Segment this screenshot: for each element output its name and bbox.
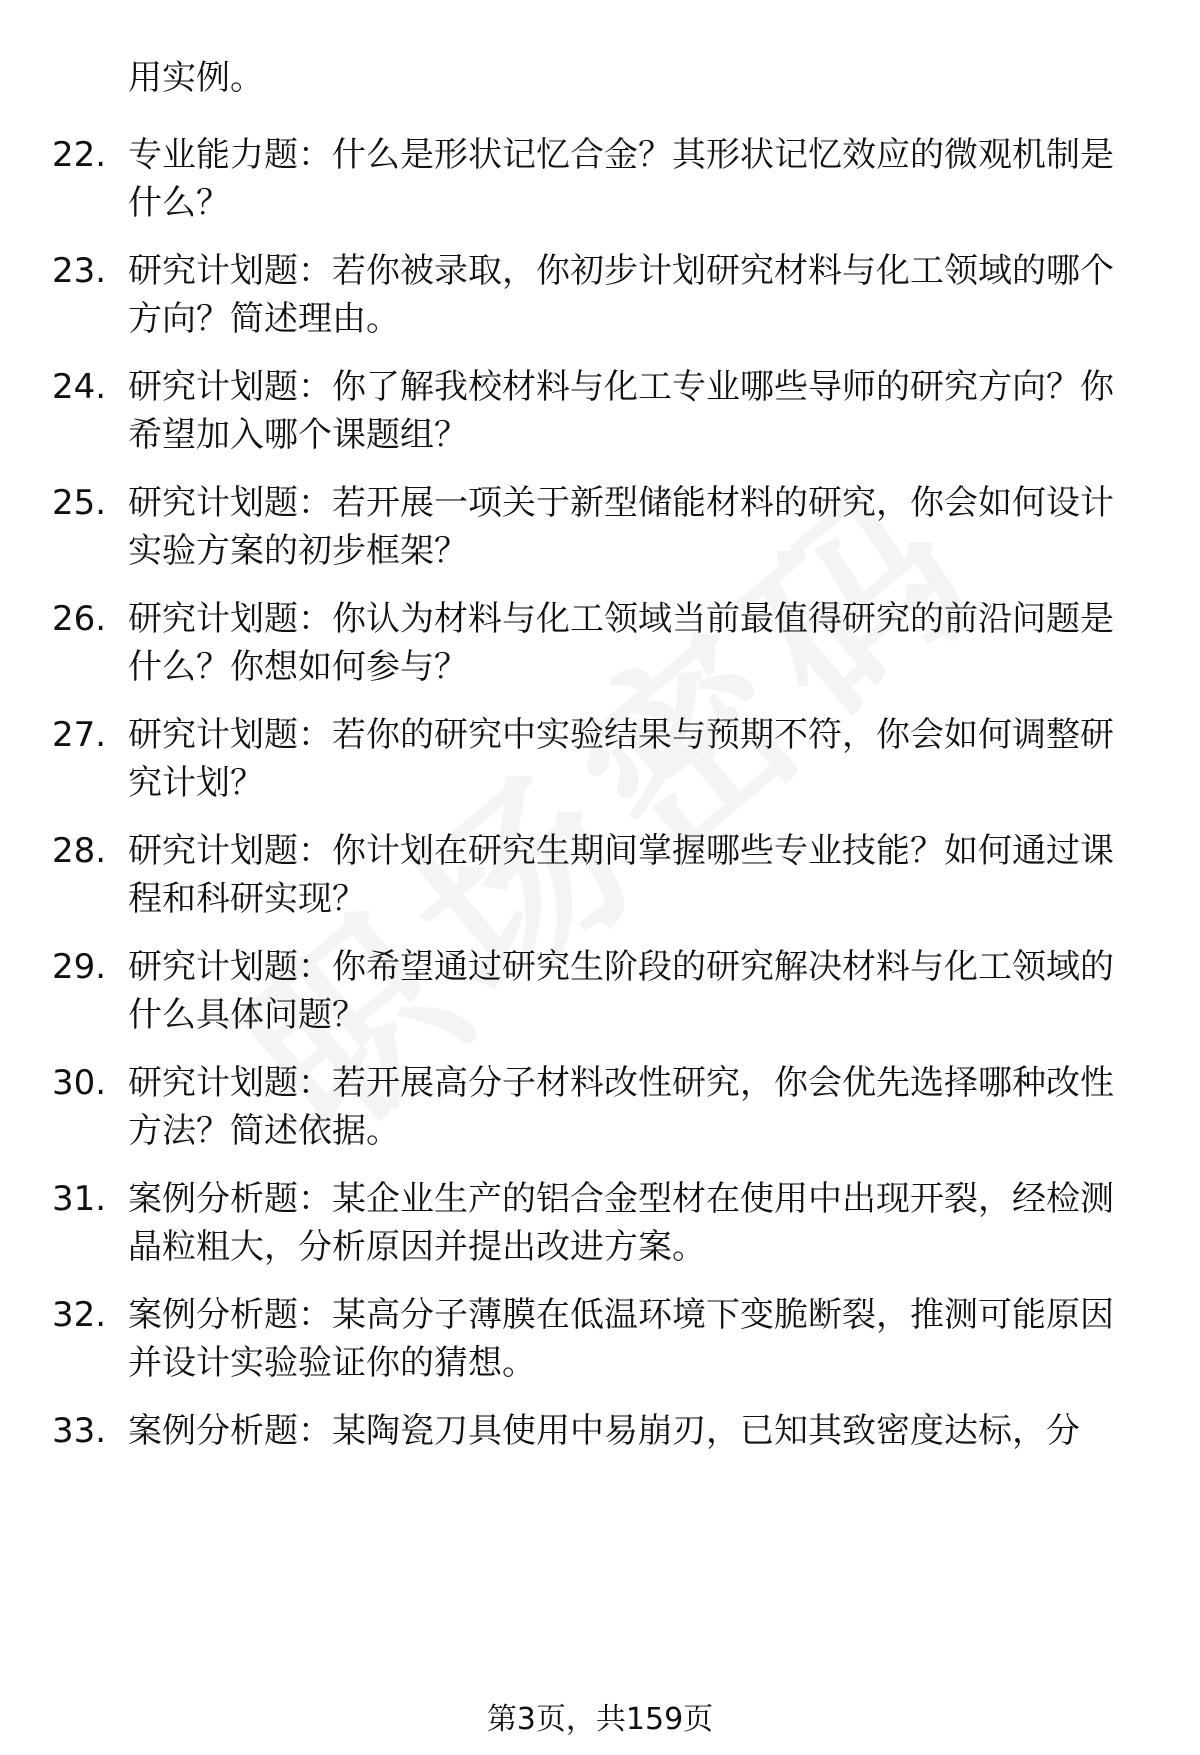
item-number: 25. <box>52 483 107 523</box>
item-text: 研究计划题：你了解我校材料与化工专业哪些导师的研究方向？你希望加入哪个课题组？ <box>128 367 1114 455</box>
item-text: 案例分析题：某企业生产的铝合金型材在使用中出现开裂，经检测晶粒粗大，分析原因并提出改进方案。 <box>128 1179 1114 1267</box>
item-text: 研究计划题：若开展一项关于新型储能材料的研究，你会如何设计实验方案的初步框架？ <box>128 483 1114 571</box>
item-number: 31. <box>52 1179 107 1219</box>
item-text: 研究计划题：若你的研究中实验结果与预期不符，你会如何调整研究计划？ <box>128 715 1114 803</box>
continuation-text: 用实例。 <box>128 58 264 98</box>
item-number: 29. <box>52 947 107 987</box>
page-footer: 第3页，共159页 <box>486 1702 714 1737</box>
item-text: 研究计划题：你希望通过研究生阶段的研究解决材料与化工领域的什么具体问题？ <box>128 947 1114 1035</box>
item-text: 案例分析题：某陶瓷刀具使用中易崩刃，已知其致密度达标，分 <box>128 1411 1080 1451</box>
item-number: 26. <box>52 599 107 639</box>
item-number: 22. <box>52 135 107 175</box>
item-text: 专业能力题：什么是形状记忆合金？其形状记忆效应的微观机制是什么？ <box>128 135 1114 223</box>
item-number: 33. <box>52 1411 107 1451</box>
item-number: 23. <box>52 251 107 291</box>
item-text: 研究计划题：若你被录取，你初步计划研究材料与化工领域的哪个方向？简述理由。 <box>128 251 1114 339</box>
item-number: 32. <box>52 1295 107 1335</box>
item-text: 案例分析题：某高分子薄膜在低温环境下变脆断裂，推测可能原因并设计实验验证你的猜想。 <box>128 1295 1114 1383</box>
item-number: 27. <box>52 715 107 755</box>
item-text: 研究计划题：若开展高分子材料改性研究，你会优先选择哪种改性方法？简述依据。 <box>128 1063 1114 1151</box>
item-text: 研究计划题：你认为材料与化工领域当前最值得研究的前沿问题是什么？你想如何参与？ <box>128 599 1114 687</box>
item-number: 28. <box>52 831 107 871</box>
item-number: 30. <box>52 1063 107 1103</box>
item-number: 24. <box>52 367 107 407</box>
item-text: 研究计划题：你计划在研究生期间掌握哪些专业技能？如何通过课程和科研实现？ <box>128 831 1114 919</box>
